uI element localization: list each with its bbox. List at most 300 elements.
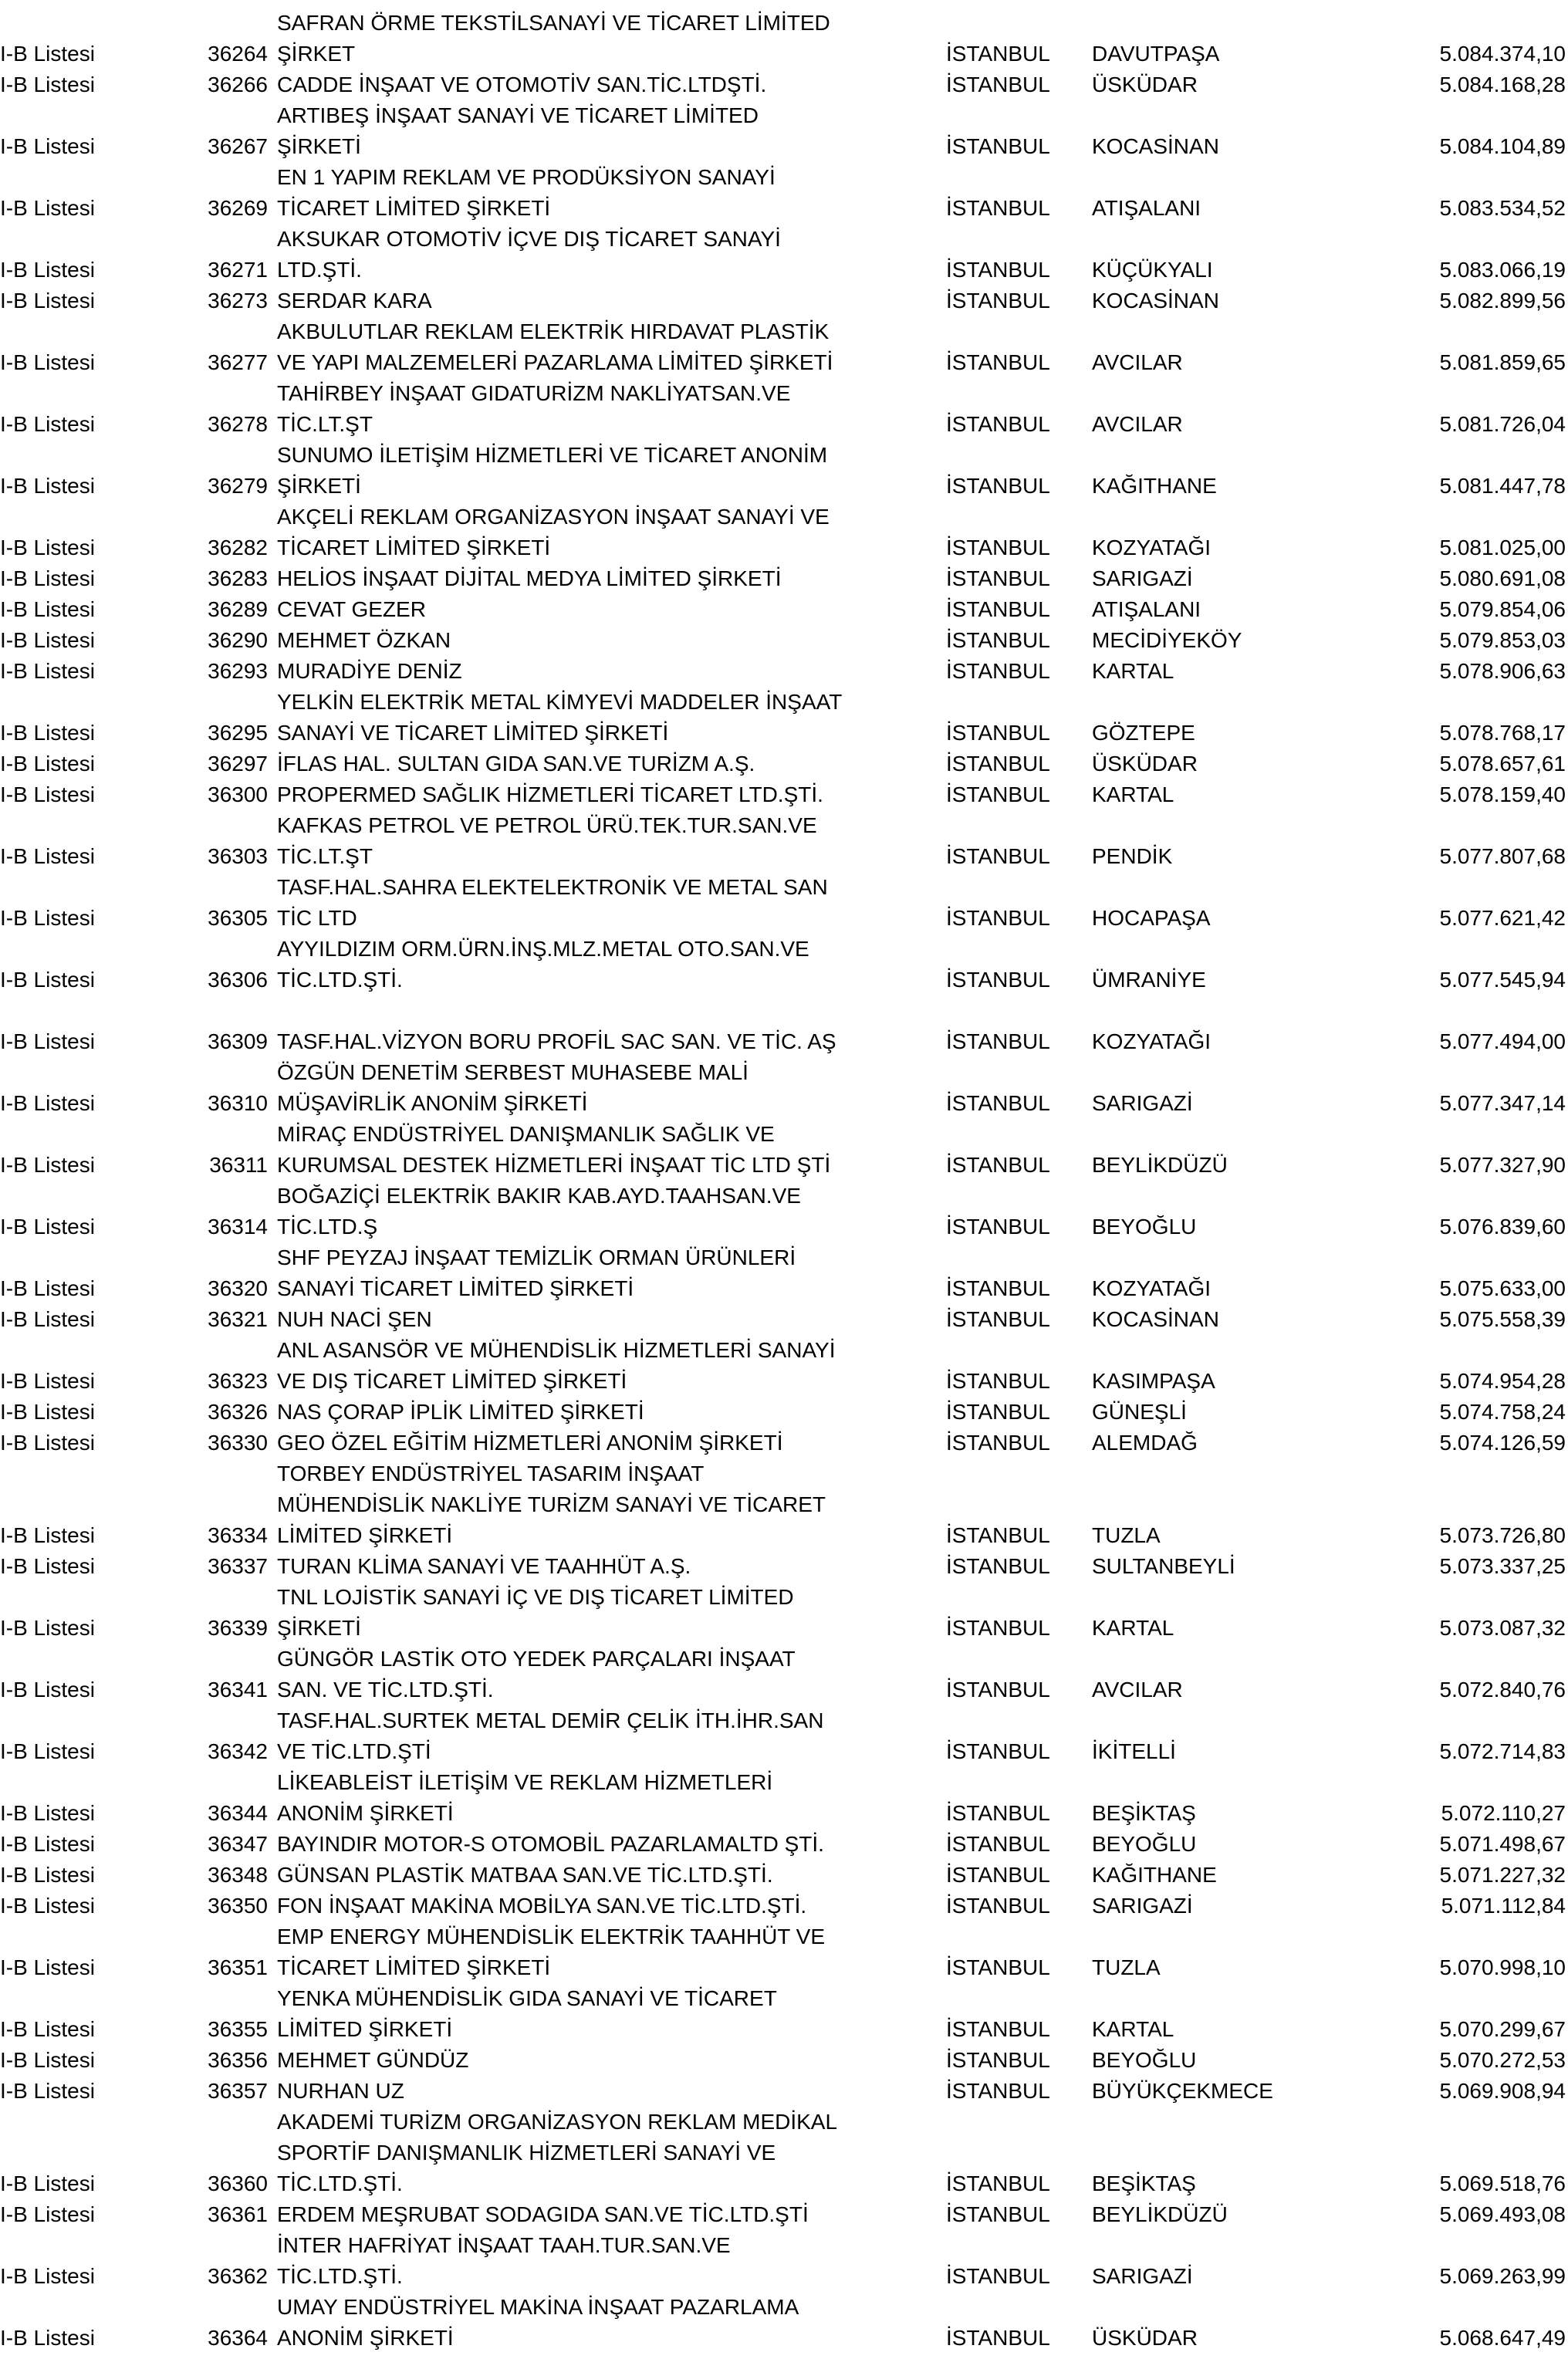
district: BÜYÜKÇEKMECE (1092, 2079, 1273, 2103)
list-type: I-B Listesi (0, 2264, 95, 2288)
company-name-line: TİC.LT.ŞT (277, 412, 373, 436)
city: İSTANBUL (946, 1215, 1050, 1239)
list-type: I-B Listesi (0, 906, 95, 930)
company-name-line: İNTER HAFRİYAT İNŞAAT TAAH.TUR.SAN.VE (277, 2233, 731, 2257)
record-id: 36264 (208, 42, 268, 66)
amount: 5.078.657,61 (1439, 752, 1566, 776)
company-name (277, 1428, 782, 1458)
company-name-line: LTD.ŞTİ. (277, 258, 362, 282)
company-name-line: HELİOS İNŞAAT DİJİTAL MEDYA LİMİTED ŞİRKETİ (277, 566, 782, 590)
district: KOCASİNAN (1092, 289, 1219, 313)
company-name-line: KAFKAS PETROL VE PETROL ÜRÜ.TEK.TUR.SAN.VE (277, 813, 817, 837)
amount: 5.079.854,06 (1439, 597, 1566, 621)
city: İSTANBUL (946, 2079, 1050, 2103)
table-row (0, 1767, 1568, 1829)
list-type: I-B Listesi (0, 2079, 95, 2103)
list-type: I-B Listesi (0, 536, 95, 559)
amount: 5.080.691,08 (1439, 566, 1566, 590)
district: SARIGAZİ (1092, 2264, 1193, 2288)
record-id: 36300 (208, 782, 268, 806)
table-row (0, 1397, 1568, 1428)
amount: 5.075.633,00 (1439, 1276, 1566, 1300)
list-type: I-B Listesi (0, 474, 95, 498)
company-name-line: MURADİYE DENİZ (277, 659, 462, 683)
list-type: I-B Listesi (0, 1616, 95, 1640)
company-name-line: SPORTİF DANIŞMANLIK HİZMETLERİ SANAYİ VE (277, 2141, 776, 2165)
table-row (0, 1119, 1568, 1181)
company-name-line: MEHMET GÜNDÜZ (277, 2048, 469, 2072)
district: GÜNEŞLİ (1092, 1400, 1187, 1424)
table-row (0, 995, 1568, 1057)
city: İSTANBUL (946, 968, 1050, 992)
city: İSTANBUL (946, 258, 1050, 282)
record-id: 36348 (208, 1863, 268, 1887)
city: İSTANBUL (946, 782, 1050, 806)
record-id: 36326 (208, 1400, 268, 1424)
amount: 5.072.110,27 (1441, 1801, 1566, 1825)
district: ÜSKÜDAR (1092, 73, 1198, 96)
list-type: I-B Listesi (0, 597, 95, 621)
company-name-line: TASF.HAL.SAHRA ELEKTELEKTRONİK VE METAL SAN (277, 875, 828, 899)
list-type: I-B Listesi (0, 1523, 95, 1547)
company-name-line: EN 1 YAPIM REKLAM VE PRODÜKSİYON SANAYİ (277, 165, 776, 189)
company-name-line: MÜHENDİSLİK NAKLİYE TURİZM SANAYİ VE TİCARET (277, 1492, 826, 1516)
company-name-line: BAYINDIR MOTOR-S OTOMOBİL PAZARLAMALTD ŞTİ. (277, 1832, 824, 1856)
record-id: 36321 (208, 1307, 268, 1331)
record-id: 36320 (208, 1276, 268, 1300)
district: SARIGAZİ (1092, 1894, 1193, 1918)
city: İSTANBUL (946, 1739, 1050, 1763)
document-table (0, 8, 1568, 2354)
list-type: I-B Listesi (0, 2017, 95, 2041)
company-name (277, 2230, 731, 2292)
list-type: I-B Listesi (0, 42, 95, 66)
company-name (277, 625, 451, 656)
record-id: 36278 (208, 412, 268, 436)
list-type: I-B Listesi (0, 752, 95, 776)
record-id: 36356 (208, 2048, 268, 2072)
city: İSTANBUL (946, 2048, 1050, 2072)
company-name (277, 1181, 801, 1242)
company-name-line: AKSUKAR OTOMOTİV İÇVE DIŞ TİCARET SANAYİ (277, 227, 781, 251)
record-id: 36295 (208, 721, 268, 745)
amount: 5.078.906,63 (1439, 659, 1566, 683)
company-name (277, 1921, 825, 1983)
company-name-line: TİCARET LİMİTED ŞİRKETİ (277, 536, 551, 559)
company-name-line: ERDEM MEŞRUBAT SODAGIDA SAN.VE TİC.LTD.ŞTİ (277, 2202, 809, 2226)
record-id: 36314 (208, 1215, 268, 1239)
company-name (277, 1458, 826, 1551)
district: HOCAPAŞA (1092, 906, 1211, 930)
city: İSTANBUL (946, 2017, 1050, 2041)
table-row (0, 1242, 1568, 1304)
district: TUZLA (1092, 1955, 1161, 1979)
amount: 5.071.112,84 (1441, 1894, 1566, 1918)
company-name (277, 687, 842, 749)
district: SARIGAZİ (1092, 566, 1193, 590)
table-row (0, 1582, 1568, 1644)
company-name (277, 1304, 432, 1335)
company-name-line: TİC.LTD.ŞTİ. (277, 2171, 403, 2195)
company-name (277, 934, 809, 995)
list-type: I-B Listesi (0, 1863, 95, 1887)
list-type: I-B Listesi (0, 628, 95, 652)
city: İSTANBUL (946, 2202, 1050, 2226)
company-name-line: ŞİRKETİ (277, 1616, 361, 1640)
company-name-line: TİCARET LİMİTED ŞİRKETİ (277, 196, 551, 220)
city: İSTANBUL (946, 2171, 1050, 2195)
company-name-line: BOĞAZİÇİ ELEKTRİK BAKIR KAB.AYD.TAAHSAN.VE (277, 1184, 801, 1208)
amount: 5.074.126,59 (1439, 1431, 1566, 1455)
city: İSTANBUL (946, 1523, 1050, 1547)
list-type: I-B Listesi (0, 659, 95, 683)
record-id: 36306 (208, 968, 268, 992)
company-name (277, 502, 830, 563)
amount: 5.073.337,25 (1439, 1554, 1566, 1578)
company-name (277, 656, 462, 687)
city: İSTANBUL (946, 2264, 1050, 2288)
district: AVCILAR (1092, 1678, 1183, 1702)
list-type: I-B Listesi (0, 1276, 95, 1300)
company-name-line: LİKEABLEİST İLETİŞİM VE REKLAM HİZMETLERİ (277, 1770, 773, 1794)
company-name (277, 224, 781, 286)
district: GÖZTEPE (1092, 721, 1195, 745)
district: KÜÇÜKYALI (1092, 258, 1213, 282)
company-name-line: TASF.HAL.VİZYON BORU PROFİL SAC SAN. VE TİC. AŞ (277, 1029, 836, 1053)
amount: 5.084.168,28 (1439, 73, 1566, 96)
table-row (0, 162, 1568, 224)
company-name-line: AKADEMİ TURİZM ORGANİZASYON REKLAM MEDİKAL (277, 2110, 838, 2134)
record-id: 36310 (208, 1091, 268, 1115)
company-name (277, 1829, 824, 1860)
district: KARTAL (1092, 1616, 1174, 1640)
company-name (277, 563, 781, 594)
table-row (0, 378, 1568, 440)
list-type: I-B Listesi (0, 1801, 95, 1825)
city: İSTANBUL (946, 289, 1050, 313)
list-type: I-B Listesi (0, 2171, 95, 2195)
record-id: 36277 (208, 350, 268, 374)
table-row (0, 2076, 1568, 2107)
table-row (0, 1057, 1568, 1119)
city: İSTANBUL (946, 196, 1050, 220)
list-type: I-B Listesi (0, 1678, 95, 1702)
district: BEYOĞLU (1092, 1215, 1197, 1239)
city: İSTANBUL (946, 1029, 1050, 1053)
list-type: I-B Listesi (0, 1153, 95, 1177)
company-name-line: TİCARET LİMİTED ŞİRKETİ (277, 1955, 551, 1979)
company-name-line: TİC.LTD.ŞTİ. (277, 968, 403, 992)
company-name-line: TASF.HAL.SURTEK METAL DEMİR ÇELİK İTH.İHR.SAN (277, 1708, 824, 1732)
amount: 5.084.374,10 (1439, 42, 1566, 66)
company-name-line: YELKİN ELEKTRİK METAL KİMYEVİ MADDELER İNŞAAT (277, 690, 843, 714)
amount: 5.077.545,94 (1439, 968, 1566, 992)
list-type: I-B Listesi (0, 1307, 95, 1331)
record-id: 36355 (208, 2017, 268, 2041)
record-id: 36362 (208, 2264, 268, 2288)
city: İSTANBUL (946, 628, 1050, 652)
city: İSTANBUL (946, 1153, 1050, 1177)
company-name (277, 1119, 830, 1181)
amount: 5.074.954,28 (1439, 1369, 1566, 1393)
district: KOCASİNAN (1092, 134, 1219, 158)
city: İSTANBUL (946, 1554, 1050, 1578)
amount: 5.077.807,68 (1439, 844, 1566, 868)
amount: 5.070.998,10 (1439, 1955, 1566, 1979)
district: KASIMPAŞA (1092, 1369, 1215, 1393)
district: KAĞITHANE (1092, 474, 1217, 498)
table-row (0, 1181, 1568, 1242)
record-id: 36323 (208, 1369, 268, 1393)
table-row (0, 100, 1568, 162)
list-type: I-B Listesi (0, 412, 95, 436)
district: KARTAL (1092, 2017, 1174, 2041)
table-row (0, 1921, 1568, 1983)
company-name-line: ŞİRKETİ (277, 474, 361, 498)
list-type: I-B Listesi (0, 844, 95, 868)
city: İSTANBUL (946, 1276, 1050, 1300)
record-id: 36297 (208, 752, 268, 776)
record-id: 36350 (208, 1894, 268, 1918)
record-id: 36293 (208, 659, 268, 683)
amount: 5.071.498,67 (1439, 1832, 1566, 1856)
district: ALEMDAĞ (1092, 1431, 1198, 1455)
table-row (0, 316, 1568, 378)
company-name-line: AKÇELİ REKLAM ORGANİZASYON İNŞAAT SANAYİ VE (277, 505, 830, 529)
company-name-line: TİC.LTD.Ş (277, 1215, 378, 1239)
table-row (0, 1983, 1568, 2045)
record-id: 36271 (208, 258, 268, 282)
city: İSTANBUL (946, 844, 1050, 868)
list-type: I-B Listesi (0, 1955, 95, 1979)
table-row (0, 1705, 1568, 1767)
table-row (0, 1304, 1568, 1335)
city: İSTANBUL (946, 1307, 1050, 1331)
table-row (0, 656, 1568, 687)
table-row (0, 224, 1568, 286)
list-type: I-B Listesi (0, 258, 95, 282)
table-row (0, 1644, 1568, 1705)
company-name-line: VE TİC.LTD.ŞTİ (277, 1739, 431, 1763)
table-row (0, 1428, 1568, 1458)
city: İSTANBUL (946, 1832, 1050, 1856)
list-type: I-B Listesi (0, 1554, 95, 1578)
company-name (277, 1891, 806, 1921)
table-row (0, 749, 1568, 779)
amount: 5.077.494,00 (1439, 1029, 1566, 1053)
amount: 5.081.447,78 (1439, 474, 1566, 498)
table-row (0, 69, 1568, 100)
record-id: 36311 (209, 1153, 268, 1177)
record-id: 36361 (208, 2202, 268, 2226)
city: İSTANBUL (946, 73, 1050, 96)
city: İSTANBUL (946, 42, 1050, 66)
record-id: 36351 (208, 1955, 268, 1979)
table-row (0, 625, 1568, 656)
company-name-line: ANL ASANSÖR VE MÜHENDİSLİK HİZMETLERİ SANAYİ (277, 1338, 836, 1362)
company-name-line: ARTIBEŞ İNŞAAT SANAYİ VE TİCARET LİMİTED (277, 103, 759, 127)
amount: 5.072.714,83 (1439, 1739, 1566, 1763)
record-id: 36347 (208, 1832, 268, 1856)
company-name-line: GÜNGÖR LASTİK OTO YEDEK PARÇALARI İNŞAAT (277, 1647, 796, 1671)
district: KOCASİNAN (1092, 1307, 1219, 1331)
district: BEŞİKTAŞ (1092, 1801, 1196, 1825)
city: İSTANBUL (946, 1400, 1050, 1424)
company-name (277, 779, 823, 810)
table-row (0, 1829, 1568, 1860)
city: İSTANBUL (946, 566, 1050, 590)
list-type: I-B Listesi (0, 1894, 95, 1918)
company-name-line: SANAYİ VE TİCARET LİMİTED ŞİRKETİ (277, 721, 669, 745)
list-type: I-B Listesi (0, 289, 95, 313)
company-name (277, 2045, 468, 2076)
city: İSTANBUL (946, 1801, 1050, 1825)
district: KOZYATAĞI (1092, 536, 1211, 559)
table-row (0, 2230, 1568, 2292)
city: İSTANBUL (946, 1616, 1050, 1640)
table-row (0, 594, 1568, 625)
record-id: 36266 (208, 73, 268, 96)
city: İSTANBUL (946, 1955, 1050, 1979)
amount: 5.071.227,32 (1439, 1863, 1566, 1887)
table-row (0, 1335, 1568, 1397)
record-id: 36282 (208, 536, 268, 559)
amount: 5.081.859,65 (1439, 350, 1566, 374)
company-name-line: GEO ÖZEL EĞİTİM HİZMETLERİ ANONİM ŞİRKETİ (277, 1431, 783, 1455)
list-type: I-B Listesi (0, 721, 95, 745)
list-type: I-B Listesi (0, 1739, 95, 1763)
city: İSTANBUL (946, 721, 1050, 745)
record-id: 36289 (208, 597, 268, 621)
list-type: I-B Listesi (0, 196, 95, 220)
company-name (277, 1644, 796, 1705)
company-name (277, 2292, 799, 2354)
amount: 5.069.908,94 (1439, 2079, 1566, 2103)
company-name (277, 69, 766, 100)
company-name-line: MEHMET ÖZKAN (277, 628, 451, 652)
list-type: I-B Listesi (0, 1029, 95, 1053)
district: AVCILAR (1092, 412, 1183, 436)
amount: 5.070.272,53 (1439, 2048, 1566, 2072)
company-name-line: PROPERMED SAĞLIK HİZMETLERİ TİCARET LTD.ŞTİ. (277, 782, 823, 806)
city: İSTANBUL (946, 1863, 1050, 1887)
company-name-line: MÜŞAVİRLİK ANONİM ŞİRKETİ (277, 1091, 588, 1115)
company-name-line: ÖZGÜN DENETİM SERBEST MUHASEBE MALİ (277, 1060, 749, 1084)
district: ÜSKÜDAR (1092, 2326, 1198, 2350)
list-type: I-B Listesi (0, 1832, 95, 1856)
company-name (277, 749, 755, 779)
company-name (277, 594, 426, 625)
table-row (0, 1860, 1568, 1891)
amount: 5.083.066,19 (1439, 258, 1566, 282)
record-id: 36342 (208, 1739, 268, 1763)
district: KARTAL (1092, 659, 1174, 683)
table-row (0, 779, 1568, 810)
list-type: I-B Listesi (0, 2202, 95, 2226)
list-type: I-B Listesi (0, 782, 95, 806)
company-name (277, 872, 828, 934)
table-row (0, 1551, 1568, 1582)
district: TUZLA (1092, 1523, 1161, 1547)
company-name (277, 1983, 777, 2045)
list-type: I-B Listesi (0, 350, 95, 374)
list-type: I-B Listesi (0, 1431, 95, 1455)
amount: 5.081.726,04 (1439, 412, 1566, 436)
company-name (277, 440, 827, 502)
district: BEYOĞLU (1092, 1832, 1197, 1856)
list-type: I-B Listesi (0, 1400, 95, 1424)
company-name-line: AKBULUTLAR REKLAM ELEKTRİK HIRDAVAT PLASTİK (277, 319, 830, 343)
city: İSTANBUL (946, 1431, 1050, 1455)
district: AVCILAR (1092, 350, 1183, 374)
city: İSTANBUL (946, 412, 1050, 436)
company-name-line: FON İNŞAAT MAKİNA MOBİLYA SAN.VE TİC.LTD.ŞTİ. (277, 1894, 807, 1918)
record-id: 36269 (208, 196, 268, 220)
company-name (277, 316, 833, 378)
record-id: 36364 (208, 2326, 268, 2350)
record-id: 36357 (208, 2079, 268, 2103)
amount: 5.082.899,56 (1439, 289, 1566, 313)
record-id: 36360 (208, 2171, 268, 2195)
district: BEŞİKTAŞ (1092, 2171, 1196, 2195)
table-row (0, 810, 1568, 872)
city: İSTANBUL (946, 659, 1050, 683)
company-name (277, 1242, 796, 1304)
record-id: 36303 (208, 844, 268, 868)
company-name (277, 1767, 772, 1829)
company-name (277, 1582, 794, 1644)
district: ÜSKÜDAR (1092, 752, 1198, 776)
district: BEYLİKDÜZÜ (1092, 1153, 1228, 1177)
company-name-line: ŞİRKETİ (277, 134, 361, 158)
company-name-line: NURHAN UZ (277, 2079, 404, 2103)
company-name (277, 286, 432, 316)
city: İSTANBUL (946, 1369, 1050, 1393)
district: KAĞITHANE (1092, 1863, 1217, 1887)
city: İSTANBUL (946, 1091, 1050, 1115)
record-id: 36267 (208, 134, 268, 158)
city: İSTANBUL (946, 752, 1050, 776)
table-row (0, 1891, 1568, 1921)
company-name-line: SERDAR KARA (277, 289, 432, 313)
city: İSTANBUL (946, 350, 1050, 374)
list-type: I-B Listesi (0, 134, 95, 158)
company-name-line: ŞİRKET (277, 42, 356, 66)
list-type: I-B Listesi (0, 73, 95, 96)
district: BEYOĞLU (1092, 2048, 1197, 2072)
record-id: 36273 (208, 289, 268, 313)
company-name-line: CADDE İNŞAAT VE OTOMOTİV SAN.TİC.LTDŞTİ. (277, 73, 767, 96)
company-name (277, 2107, 837, 2199)
city: İSTANBUL (946, 906, 1050, 930)
record-id: 36337 (208, 1554, 268, 1578)
amount: 5.083.534,52 (1439, 196, 1566, 220)
table-row (0, 2199, 1568, 2230)
record-id: 36305 (208, 906, 268, 930)
company-name-line: ANONİM ŞİRKETİ (277, 1801, 454, 1825)
company-name-line (277, 995, 836, 1026)
amount: 5.070.299,67 (1439, 2017, 1566, 2041)
amount: 5.069.518,76 (1439, 2171, 1566, 2195)
company-name-line: LİMİTED ŞİRKETİ (277, 1523, 453, 1547)
amount: 5.073.726,80 (1439, 1523, 1566, 1547)
record-id: 36309 (208, 1029, 268, 1053)
list-type: I-B Listesi (0, 1091, 95, 1115)
amount: 5.069.493,08 (1439, 2202, 1566, 2226)
district: ATIŞALANI (1092, 196, 1201, 220)
district: İKİTELLİ (1092, 1739, 1176, 1763)
company-name-line: TİC.LT.ŞT (277, 844, 373, 868)
